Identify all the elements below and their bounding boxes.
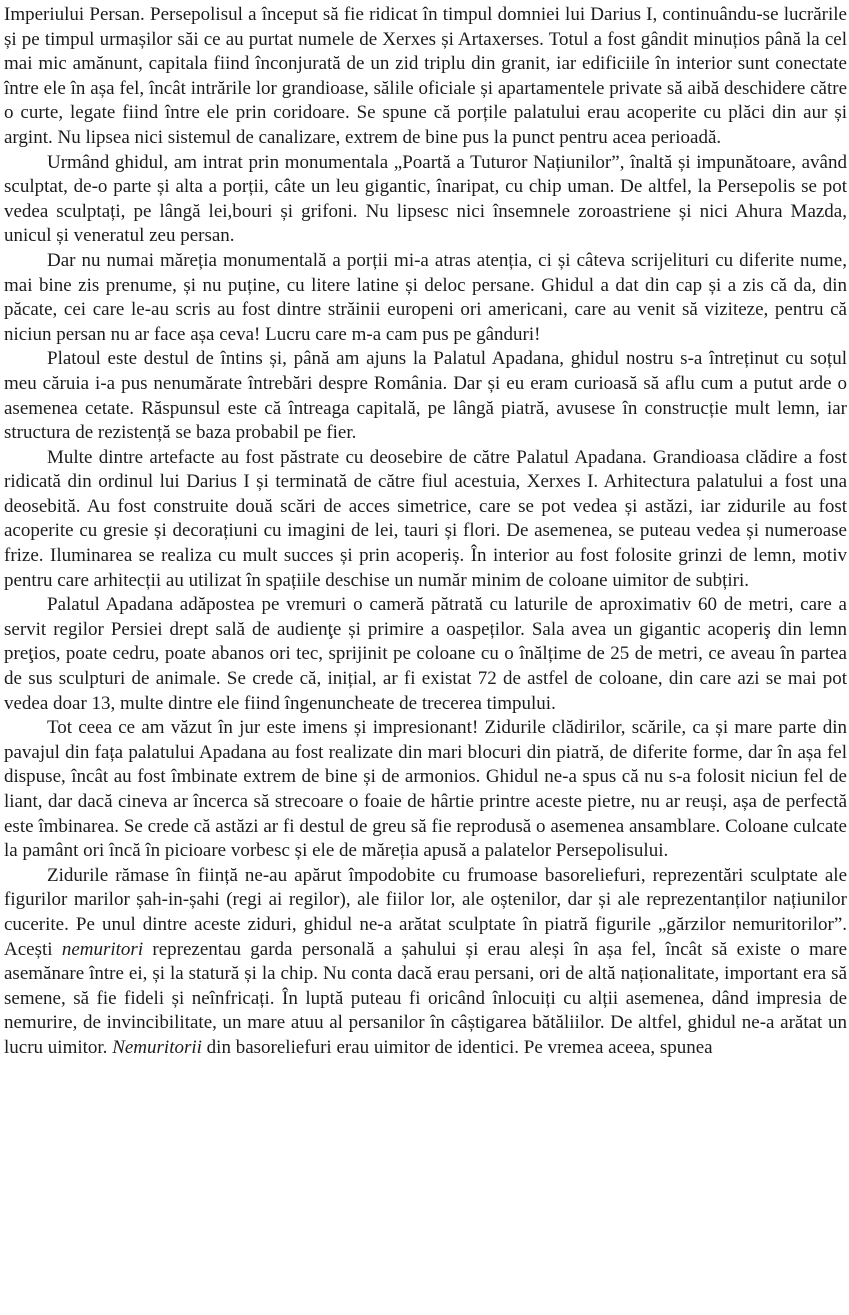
paragraph-6-text: Palatul Apadana adăpostea pe vremuri o cameră pătrată cu laturile de aproximativ 60 de metri, care a servit regilor Persiei drept sală de audienţe și primire a oaspeților. Sala avea un gigantic acoperiş din lemn preţios, poate cedru, poate abanos ori tec, sprijinit pe coloane cu o înălțime de 25 de metri, ce aveau în partea de sus sculpturi de animale. Se crede că, inițial, ar fi existat 72 de astfel de coloane, din care azi se mai pot vedea doar 13, multe dintre ele fiind îngenuncheate de trecerea timpului. bbox=[4, 594, 847, 714]
paragraph-2 bbox=[4, 151, 847, 249]
paragraph-8-text: Zidurile rămase în ființă ne-au apărut împodobite cu frumoase basoreliefuri, reprezentări sculptate ale figurilor marilor șah-in-șahi (regi ai regilor), ale fiilor lor, ale oștenilor, dar și ale reprezentanților națiunilor cucerite. Pe unul dintre aceste ziduri, ghidul ne-a arătat sculptate în piatră figurile „gărzilor nemuritorilor”. Acești bbox=[4, 864, 847, 960]
paragraph-6 bbox=[4, 593, 847, 716]
paragraph-3-text: Dar nu numai măreția monumentală a porții mi-a atras atenția, ci și câteva scrijelituri cu diferite nume, mai bine zis prenume, și nu puține, cu litere latine și deloc persane. Ghidul a dat din cap și a zis că da, din păcate, cei care le-au scris au fost dintre străinii europeni ori americani, care au venit să viziteze, pentru că niciun persan nu ar face așa ceva! Lucru care m-a cam pus pe gânduri! bbox=[4, 249, 847, 345]
paragraph-4 bbox=[4, 347, 847, 445]
paragraph-7 bbox=[4, 716, 847, 864]
paragraph-1 bbox=[4, 3, 847, 151]
paragraph-8-text: din basoreliefuri erau uimitor de identici. Pe vremea aceea, spunea bbox=[201, 1036, 713, 1058]
paragraph-3 bbox=[4, 249, 847, 347]
paragraph-5-text: Multe dintre artefacte au fost păstrate cu deosebire de către Palatul Apadana. Grandioasa clădire a fost ridicată din ordinul lui Darius I și terminată de către fiul acestuia, Xerxes I. Arhitectura palatului a fost una deosebită. Au fost construite două scări de acces simetrice, care se pot vedea și astăzi, iar zidurile au fost acoperite cu gresie și decorațiuni cu imagini de lei, tauri și flori. De asemenea, se puteau vedea și numeroase frize. Iluminarea se realiza cu mult succes și prin acoperiș. În interior au fost folosite grinzi de lemn, motiv pentru care arhitecții au utilizat în spațiile deschise un număr minim de coloane uimitor de subțiri. bbox=[4, 446, 847, 591]
paragraph-4-text: Platoul este destul de întins și, până am ajuns la Palatul Apadana, ghidul nostru s-a întreținut cu soțul meu căruia i-a pus nenumărate întrebări despre România. Dar și eu eram curioasă să aflu cum a putut arde o asemenea cetate. Răspunsul este că întreaga capitală, pe lângă piatră, avusese în construcție mult lemn, iar structura de rezistență se baza probabil pe fier. bbox=[4, 348, 847, 444]
paragraph-7-text: Tot ceea ce am văzut în jur este imens și impresionant! Zidurile clădirilor, scările, ca și mare parte din pavajul din fața palatului Apadana au fost realizate din mari blocuri din piatră, de diferite forme, dar în așa fel dispuse, încât au fost îmbinate extrem de bine și de armonios. Ghidul ne-a spus că nu s-a folosit niciun fel de liant, dar dacă cineva ar încerca să strecoare o foaie de hârtie printre aceste pietre, nu ar reuși, așa de perfectă este îmbinarea. Se crede că astăzi ar fi destul de greu să fie reprodusă o asemenea ansamblare. Coloane culcate la pamânt ori încă în picioare vorbesc și ele de măreția apusă a palatelor Persepolisului. bbox=[4, 717, 847, 862]
paragraph-8-text: reprezentau garda personală a șahului și erau aleși în așa fel, încât să existe o mare asemănare între ei, și la statură și la chip. Nu conta dacă erau persani, ori de altă naționalitate, important era să semene, să fie fideli și neînfricați. În luptă puteau fi oricând înlocuiți cu alții asemenea, dând impresia de nemurire, de invincibilitate, un mare atuu al persanilor în câștigarea bătăliilor. De altfel, ghidul ne-a arătat un lucru uimitor. bbox=[4, 938, 847, 1058]
paragraph-2-text: Urmând ghidul, am intrat prin monumentala „Poartă a Tuturor Națiunilor”, înaltă și impunătoare, având sculptat, de-o parte și alta a porții, câte un leu gigantic, înaripat, cu chip uman. De altfel, la Persepolis se pot vedea sculptați, pe lângă lei,bouri și grifoni. Nu lipsesc nici însemnele zoroastriene și nici Ahura Mazda, unicul și veneratul zeu persan. bbox=[4, 151, 847, 247]
paragraph-1-text: Imperiului Persan. Persepolisul a început să fie ridicat în timpul domniei lui Darius I, continuându-se lucrările și pe timpul urmașilor săi ce au purtat numele de Xerxes și Artaxerses. Totul a fost gândit minuțios până la cel mai mic amănunt, capitala fiind înconjurată de un zid triplu din granit, iar edificiile în interior sunt conectate între ele în așa fel, încât intrările lor grandioase, sălile oficiale și apartamentele private să aibă deschidere către o curte, legate fiind între ele prin coridoare. Se spune că porțile palatului erau acoperite cu plăci din aur și argint. Nu lipsea nici sistemul de canalizare, extrem de bine pus la punct pentru acea perioadă. bbox=[4, 4, 847, 148]
paragraph-5 bbox=[4, 446, 847, 594]
paragraph-8-italic-term: nemuritori bbox=[61, 938, 144, 960]
paragraph-8-italic-term: Nemuritorii bbox=[112, 1036, 202, 1058]
paragraph-8 bbox=[4, 864, 847, 1061]
